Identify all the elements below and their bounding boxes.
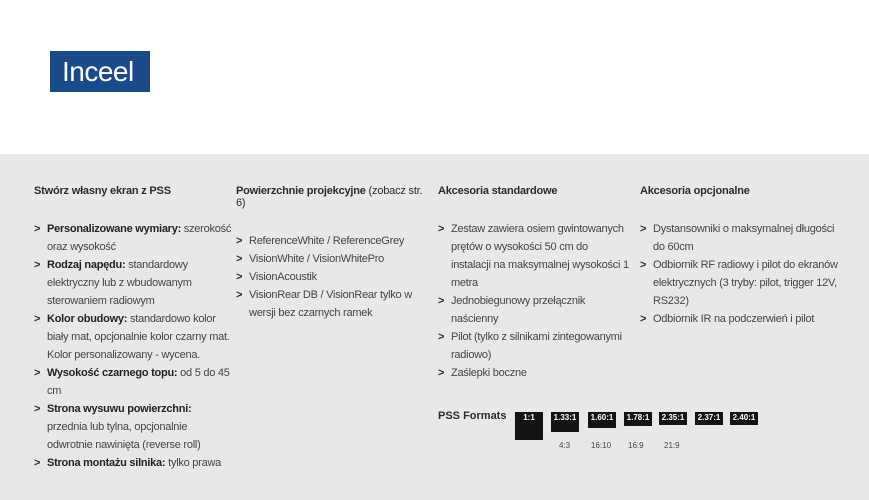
item-text: przednia lub tylna, opcjonalnie odwrotnie nawinięta (reverse roll) xyxy=(47,421,201,451)
specs-panel xyxy=(0,154,869,500)
list-item xyxy=(236,268,426,286)
list-item xyxy=(34,310,234,364)
column-heading: Akcesoria standardowe xyxy=(438,185,558,197)
item-title: Strona montażu silnika: xyxy=(47,457,166,469)
column-heading: Stwórz własny ekran z PSS xyxy=(34,185,171,197)
column-heading: Powierzchnie projekcyjne (zobacz str. 6) xyxy=(236,185,423,209)
arrow-bullet-icon: > xyxy=(640,259,647,271)
item-title: Personalizowane wymiary: xyxy=(47,223,181,235)
item-text: Odbiornik IR na podczerwień i pilot xyxy=(653,313,815,325)
item-text: standardowo kolor biały mat, opcjonalnie kolor czarny mat. Kolor personalizowany - wycena. xyxy=(47,313,230,361)
aspect-ratio-label: 16:9 xyxy=(628,441,644,450)
item-text: VisionAcoustik xyxy=(249,271,317,283)
list-item xyxy=(640,220,840,256)
arrow-bullet-icon: > xyxy=(34,259,41,271)
format-box: 1.33:1 xyxy=(551,412,579,432)
arrow-bullet-icon: > xyxy=(640,313,647,325)
list-item xyxy=(34,220,234,256)
list-item xyxy=(34,400,234,454)
item-text: Dystansowniki o maksymalnej długości do 60cm xyxy=(653,223,835,253)
item-text: Zestaw zawiera osiem gwintowanych prętów o wysokości 50 cm do instalacji na maksymalnej wysokości 1 metra xyxy=(451,223,629,289)
list-item xyxy=(34,256,234,310)
aspect-ratio-label: 4:3 xyxy=(559,441,571,450)
list-item xyxy=(236,250,426,268)
formats-label: PSS Formats xyxy=(438,410,507,422)
format-box: 1.60:1 xyxy=(588,412,616,428)
item-text: VisionWhite / VisionWhitePro xyxy=(249,253,385,265)
item-text: standardowy elektryczny lub z wbudowanym sterowaniem radiowym xyxy=(47,259,192,307)
arrow-bullet-icon: > xyxy=(34,313,41,325)
feature-list xyxy=(438,220,630,382)
item-title: Wysokość czarnego topu: xyxy=(47,367,178,379)
item-text: Odbiornik RF radiowy i pilot do ekranów elektrycznych (3 tryby: pilot, trigger 12V, RS232) xyxy=(653,259,838,307)
feature-list xyxy=(34,220,234,472)
item-title: Strona wysuwu powierzchni: xyxy=(47,403,192,415)
arrow-bullet-icon: > xyxy=(34,223,41,235)
list-item xyxy=(438,328,630,364)
list-item xyxy=(236,232,426,250)
item-text: VisionRear DB / VisionRear tylko w wersji bez czarnych ramek xyxy=(249,289,412,319)
format-box: 1.78:1 xyxy=(624,412,652,426)
item-title: Rodzaj napędu: xyxy=(47,259,126,271)
arrow-bullet-icon: > xyxy=(236,271,243,283)
list-item xyxy=(438,364,630,382)
arrow-bullet-icon: > xyxy=(236,235,243,247)
list-item xyxy=(640,256,840,310)
format-box: 2.40:1 xyxy=(730,412,758,425)
item-text: szerokość oraz wysokość xyxy=(47,223,232,253)
brand-logo: Inceel xyxy=(50,51,150,92)
arrow-bullet-icon: > xyxy=(438,295,445,307)
column-heading: Akcesoria opcjonalne xyxy=(640,185,750,197)
item-text: Jednobiegunowy przełącznik naścienny xyxy=(451,295,586,325)
format-box: 2.35:1 xyxy=(659,412,687,425)
item-text: tylko prawa xyxy=(165,457,222,469)
item-text: Zaślepki boczne xyxy=(451,367,527,379)
header-area xyxy=(0,0,869,154)
list-item xyxy=(438,220,630,292)
column-projection-surfaces xyxy=(236,185,426,322)
list-item xyxy=(34,454,234,472)
aspect-ratio-label: 21:9 xyxy=(664,441,680,450)
item-text: Pilot (tylko z silnikami zintegowanymi radiowo) xyxy=(451,331,622,361)
arrow-bullet-icon: > xyxy=(438,367,445,379)
column-optional-accessories xyxy=(640,185,840,328)
page-reference: (zobacz str. 6) xyxy=(236,185,423,209)
arrow-bullet-icon: > xyxy=(236,289,243,301)
arrow-bullet-icon: > xyxy=(438,223,445,235)
format-box: 1:1 xyxy=(515,412,543,440)
list-item xyxy=(34,364,234,400)
arrow-bullet-icon: > xyxy=(34,367,41,379)
arrow-bullet-icon: > xyxy=(640,223,647,235)
list-item xyxy=(438,292,630,328)
column-standard-accessories xyxy=(438,185,630,382)
item-text: ReferenceWhite / ReferenceGrey xyxy=(249,235,405,247)
list-item xyxy=(236,286,426,322)
arrow-bullet-icon: > xyxy=(34,457,41,469)
format-box: 2.37:1 xyxy=(695,412,723,425)
item-title: Kolor obudowy: xyxy=(47,313,128,325)
aspect-ratio-label: 16:10 xyxy=(591,441,612,450)
arrow-bullet-icon: > xyxy=(236,253,243,265)
item-text: od 5 do 45 cm xyxy=(47,367,230,397)
feature-list xyxy=(236,232,426,322)
arrow-bullet-icon: > xyxy=(438,331,445,343)
list-item xyxy=(640,310,840,328)
column-create-screen xyxy=(34,185,234,472)
arrow-bullet-icon: > xyxy=(34,403,41,415)
feature-list xyxy=(640,220,840,328)
